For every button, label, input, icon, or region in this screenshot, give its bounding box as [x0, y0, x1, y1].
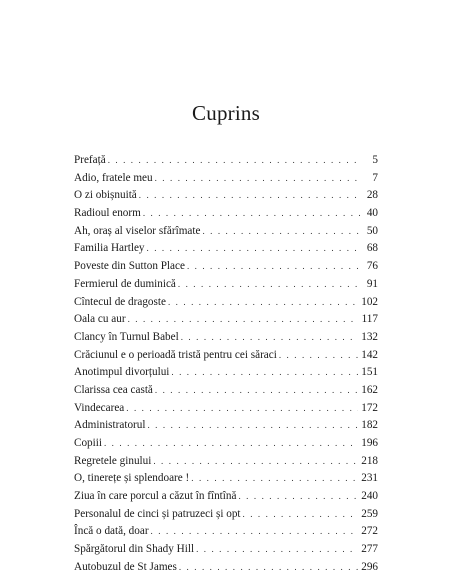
toc-entry-page-number: 182 [361, 419, 378, 432]
toc-entry-page-number: 40 [366, 207, 378, 220]
toc-entry-page-number: 231 [361, 472, 378, 485]
toc-entry [74, 258, 378, 276]
toc-dot-leader [187, 258, 361, 276]
toc-entry-page-number: 68 [366, 242, 378, 255]
toc-dot-leader [181, 329, 358, 347]
toc-entry-page-number: 240 [361, 490, 378, 503]
toc-dot-leader [126, 400, 358, 418]
toc-entry-title: Fermierul de duminică [74, 277, 176, 290]
toc-entry-page-number: 76 [366, 260, 378, 273]
toc-entry-page-number: 102 [361, 295, 378, 308]
toc-entry-page-number: 28 [366, 189, 378, 202]
toc-entry-page-number: 5 [372, 154, 378, 166]
toc-entry-page-number: 7 [372, 171, 378, 184]
toc-entry-title: Adio, fratele meu [74, 171, 153, 184]
toc-entry [74, 276, 378, 294]
toc-dot-leader [143, 205, 361, 223]
toc-entry [74, 382, 378, 400]
toc-entry-title: O, tinerețe și splendoare ! [74, 472, 190, 485]
toc-dot-leader [151, 523, 359, 541]
toc-dot-leader [238, 488, 358, 506]
toc-dot-leader [196, 541, 358, 559]
toc-entry [74, 152, 378, 170]
toc-dot-leader [202, 223, 361, 241]
toc-entry [74, 311, 378, 329]
toc-entry-page-number: 132 [361, 330, 378, 343]
toc-entry-page-number: 196 [361, 437, 378, 449]
toc-entry [74, 240, 378, 258]
toc-entry-page-number: 117 [361, 313, 378, 326]
toc-dot-leader [171, 364, 358, 382]
toc-entry-page-number: 91 [366, 277, 378, 290]
toc-entry-page-number: 142 [361, 348, 378, 361]
toc-dot-leader [128, 311, 359, 329]
toc-entry [74, 187, 378, 205]
toc-entry-title: Clarissa cea castă [74, 383, 153, 396]
toc-entry-page-number: 172 [361, 401, 378, 414]
toc-entry [74, 523, 378, 541]
toc-entry-title: Încă o dată, doar [74, 525, 149, 538]
toc-entry [74, 347, 378, 365]
toc-entry [74, 400, 378, 418]
toc-entry-title: O zi obișnuită [74, 189, 137, 202]
toc-entry [74, 453, 378, 471]
toc-entry-title: Spărgătorul din Shady Hill [74, 543, 195, 556]
toc-dot-leader [179, 559, 358, 577]
toc-entry-page-number: 296 [361, 560, 378, 573]
toc-dot-leader [104, 435, 358, 453]
toc-entry [74, 541, 378, 559]
toc-entry-page-number: 218 [361, 454, 378, 467]
toc-dot-leader [279, 347, 358, 365]
toc-dot-leader [139, 187, 361, 205]
toc-entry [74, 506, 378, 524]
toc-entry-title: Prefață [74, 154, 106, 166]
toc-entry-title: Crăciunul e o perioadă tristă pentru cei săraci [74, 348, 277, 361]
toc-entry-title: Personalul de cinci și patruzeci și opt [74, 507, 241, 520]
toc-entry-title: Autobuzul de St James [74, 560, 177, 573]
toc-entry [74, 223, 378, 241]
toc-dot-leader [243, 506, 359, 524]
toc-entry-title: Cîntecul de dragoste [74, 295, 166, 308]
toc-entry-page-number: 259 [361, 507, 378, 520]
toc-dot-leader [108, 152, 361, 170]
toc-entry [74, 488, 378, 506]
toc-dot-leader [147, 240, 361, 258]
toc-entry-page-number: 272 [361, 525, 378, 538]
toc-dot-leader [178, 276, 361, 294]
toc-entry-title: Ziua în care porcul a căzut în fîntînă [74, 490, 237, 503]
page-title: Cuprins [192, 101, 260, 125]
toc-entry-title: Poveste din Sutton Place [74, 260, 185, 273]
toc-entry [74, 170, 378, 188]
toc-dot-leader [155, 170, 361, 188]
toc-entry [74, 329, 378, 347]
toc-dot-leader [155, 382, 358, 400]
toc-entry-page-number: 277 [361, 543, 378, 556]
toc-entry-title: Anotimpul divorțului [74, 366, 170, 379]
toc-entry-title: Ah, oraș al viselor sfărîmate [74, 224, 201, 237]
toc-dot-leader [191, 470, 358, 488]
toc-entry-title: Familia Hartley [74, 242, 145, 255]
toc-dot-leader [168, 294, 358, 312]
toc-dot-leader [147, 417, 358, 435]
toc-entry-page-number: 50 [366, 224, 378, 237]
toc-entry [74, 364, 378, 382]
toc-entry-title: Radioul enorm [74, 207, 141, 220]
toc-entry-page-number: 151 [361, 366, 378, 379]
toc-entry [74, 470, 378, 488]
toc-entry-title: Administratorul [74, 419, 146, 432]
toc-entry-title: Copiii [74, 437, 102, 449]
toc-entry-page-number: 162 [361, 383, 378, 396]
toc-entry [74, 435, 378, 453]
toc-entry-title: Vindecarea [74, 401, 125, 414]
toc-entry-title: Oala cu aur [74, 313, 126, 326]
table-of-contents [74, 152, 378, 577]
toc-entry [74, 417, 378, 435]
toc-entry-title: Clancy în Turnul Babel [74, 330, 179, 343]
toc-entry [74, 205, 378, 223]
toc-entry [74, 294, 378, 312]
toc-entry-title: Regretele ginului [74, 454, 152, 467]
toc-entry [74, 559, 378, 577]
toc-dot-leader [153, 453, 358, 471]
